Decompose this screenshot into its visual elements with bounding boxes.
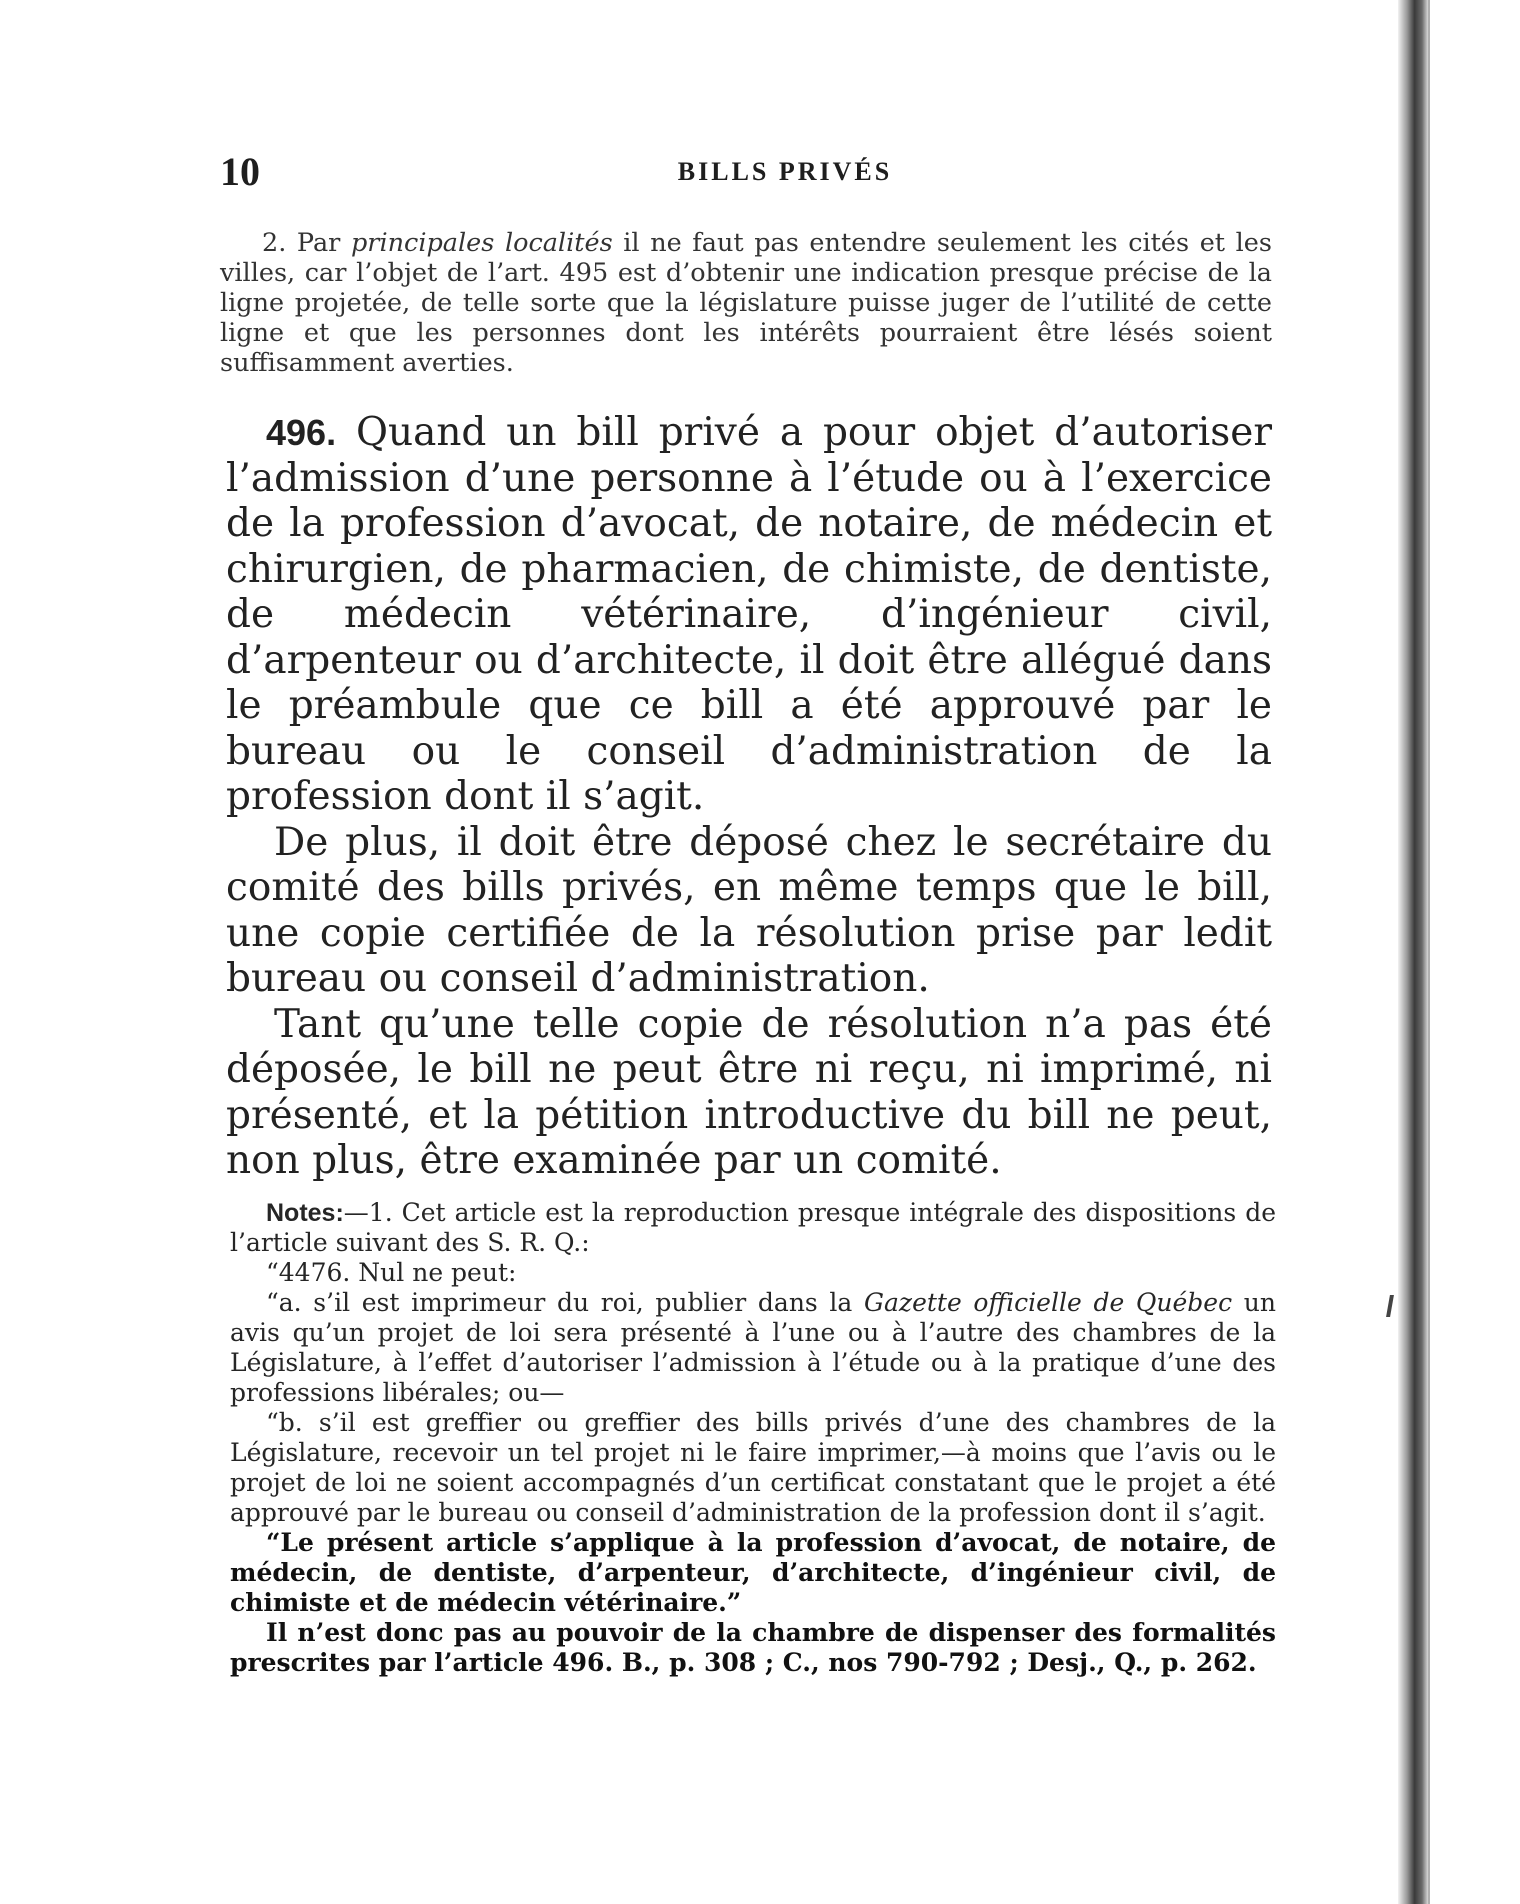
notes-section: [230, 1198, 1276, 1678]
item-a-text: un avis qu’un projet de loi sera présenté à l’une ou à l’autre des chambres de la Législature, à l’effet d’autoriser l’admission à l’étude ou à la pratique d’une des professions libérales; ou—: [230, 1288, 1276, 1407]
page-edge-shadow: [1398, 0, 1428, 1904]
notes-intro: [230, 1198, 1276, 1258]
article-paragraph-text: Quand un bill privé a pour objet d’autoriser l’admission d’une personne à l’étude ou à l’exercice de la profession d’avocat, de notaire, de médecin et chirurgien, de pharmacien, de chimiste, de dentiste, de médecin vétérinaire, d’ingénieur civil, d’arpenteur ou d’architecte, il doit être allégué dans le préambule que ce bill a été approuvé par le bureau ou le conseil d’administration de la profession dont il s’agit.: [226, 410, 1272, 819]
note-text: il ne faut pas entendre seulement les cités et les villes, car l’objet de l’art. 495 est d’obtenir une indication presque précise de la ligne projetée, de telle sorte que la législature puisse juger de l’utilité de cette ligne et que les personnes dont les intérêts pourraient être lésés soient suffisamment averties.: [220, 228, 1272, 378]
item-a-emphasis: Gazette officielle de Québec: [864, 1288, 1233, 1317]
article-496: [226, 410, 1272, 1184]
scan-margin: [1428, 0, 1520, 1904]
closing-quote: “Le présent article s’applique à la profession d’avocat, de notaire, de médecin, de dentiste, d’arpenteur, d’architecte, d’ingénieur civil, de chimiste et de médecin vétérinaire.”: [230, 1528, 1276, 1617]
note-prefix: 2. Par: [262, 228, 351, 258]
previous-article-note: [220, 228, 1272, 378]
item-a-prefix: “a. s’il est imprimeur du roi, publier dans la: [266, 1288, 865, 1317]
edge-mark: [1386, 1295, 1394, 1317]
notes-label: Notes:: [266, 1199, 344, 1227]
article-number: 496.: [266, 412, 337, 453]
quote-head: “4476. Nul ne peut:: [266, 1258, 517, 1287]
note-emphasis: principales localités: [350, 228, 613, 258]
notes-intro-text: —1. Cet article est la reproduction presque intégrale des dispositions de l’article suivant des S. R. Q.:: [230, 1198, 1276, 1257]
conclusion: Il n’est donc pas au pouvoir de la chambre de dispenser des formalités prescrites par l’article 496. B., p. 308 ; C., nos 790-792 ; Desj., Q., p. 262.: [230, 1618, 1276, 1677]
article-paragraph: [226, 410, 1272, 820]
page-number: 10: [220, 149, 260, 194]
page-header: [220, 148, 1280, 196]
article-paragraph: De plus, il doit être déposé chez le secrétaire du comité des bills privés, en même temps que le bill, une copie certifiée de la résolution prise par ledit bureau ou conseil d’administration.: [226, 819, 1272, 1001]
article-paragraph: Tant qu’une telle copie de résolution n’a pas été déposée, le bill ne peut être ni reçu, ni imprimé, ni présenté, et la pétition introductive du bill ne peut, non plus, être examinée par un comité.: [226, 1001, 1272, 1183]
running-head: BILLS PRIVÉS: [677, 157, 893, 186]
quote-item-b: “b. s’il est greffier ou greffier des bills privés d’une des chambres de la Législature, recevoir un tel projet ni le faire imprimer,—à moins que l’avis ou le projet de loi ne soient accompagnés d’un certificat constatant que le projet a été approuvé par le bureau ou conseil d’administration de la profession dont il s’agit.: [230, 1408, 1276, 1527]
quote-item-a: [230, 1288, 1276, 1408]
